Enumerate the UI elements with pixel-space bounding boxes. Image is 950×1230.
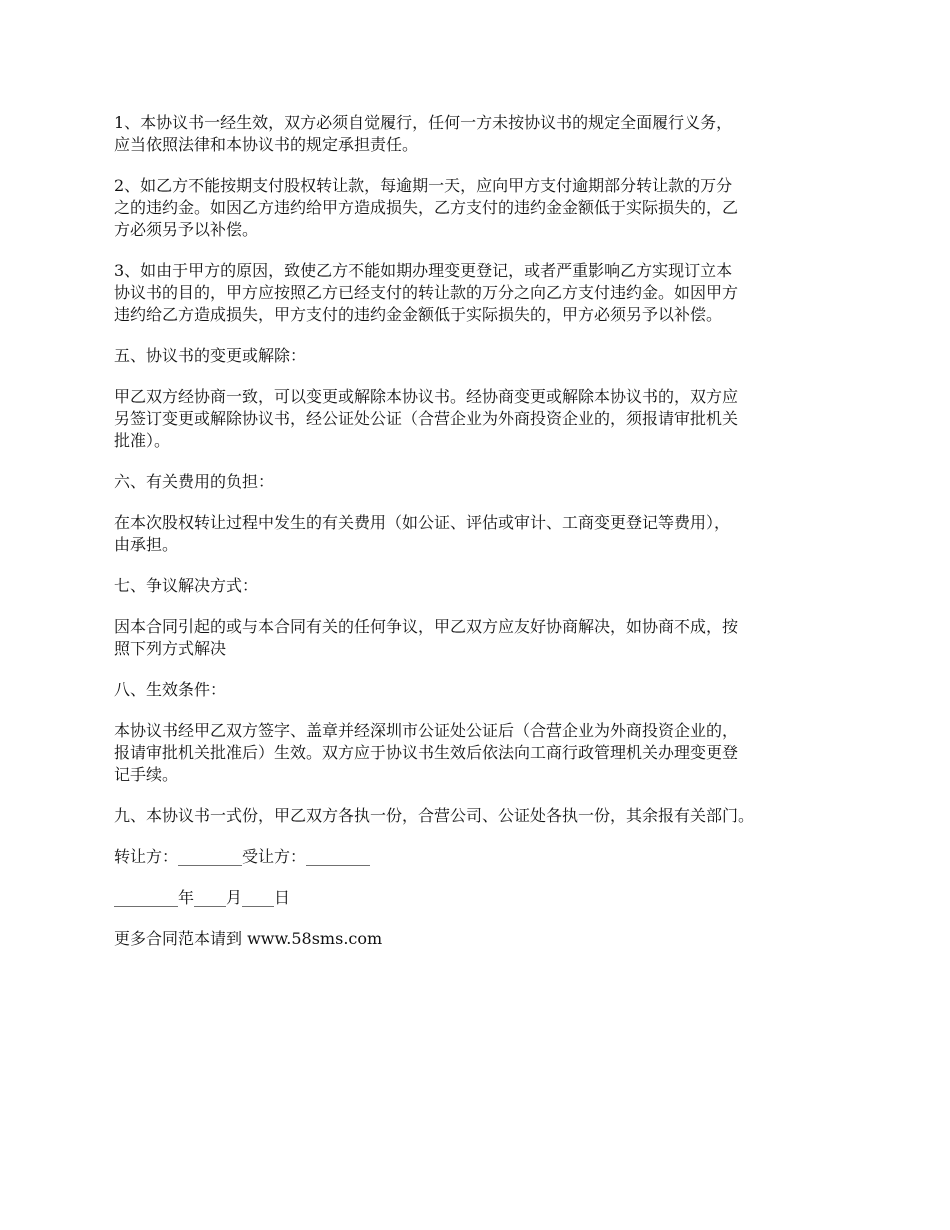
section-7-paragraph: 因本合同引起的或与本合同有关的任何争议，甲乙双方应友好协商解决，如协商不成，按 照下列方式解决 (114, 617, 739, 658)
signature-line: 转让方：________受让方：________ (114, 847, 371, 866)
section-9-paragraph: 九、本协议书一式份，甲乙双方各执一份，合营公司、公证处各执一份，其余报有关部门。 (114, 806, 755, 825)
footer-note: 更多合同范本请到 www.58sms.com (114, 929, 383, 948)
clause-3-paragraph: 3、如由于甲方的原因，致使乙方不能如期办理变更登记，或者严重影响乙方实现订立本 协议书的目的，甲方应按照乙方已经支付的转让款的万分之向乙方支付违约金。如因甲方 违约给乙方造成损失，甲方支付的违约金金额低于实际损失的，甲方必须另予以补偿。 (114, 261, 739, 324)
section-6-paragraph: 在本次股权转让过程中发生的有关费用（如公证、评估或审计、工商变更登记等费用）， 由承担。 (114, 513, 731, 554)
section-5-paragraph: 甲乙双方经协商一致，可以变更或解除本协议书。经协商变更或解除本协议书的，双方应 另签订变更或解除协议书，经公证处公证（合营企业为外商投资企业的，须报请审批机关 批准）。 (114, 387, 739, 450)
clause-1-paragraph: 1、本协议书一经生效，双方必须自觉履行，任何一方未按协议书的规定全面履行义务， 应当依照法律和本协议书的规定承担责任。 (114, 113, 733, 154)
section-7-heading: 七、争议解决方式： (114, 576, 259, 595)
section-8-heading: 八、生效条件： (114, 680, 227, 699)
section-6-heading: 六、有关费用的负担： (114, 472, 275, 491)
section-5-heading: 五、协议书的变更或解除： (114, 346, 307, 365)
document-body (114, 112, 854, 969)
date-line: ________年____月____日 (114, 888, 291, 907)
clause-2-paragraph: 2、如乙方不能按期支付股权转让款，每逾期一天，应向甲方支付逾期部分转让款的万分 之的违约金。如因乙方违约给甲方造成损失，乙方支付的违约金金额低于实际损失的，乙 方必须另予以补偿。 (114, 176, 739, 239)
section-8-paragraph: 本协议书经甲乙双方签字、盖章并经深圳市公证处公证后（合营企业为外商投资企业的， 报请审批机关批准后）生效。双方应于协议书生效后依法向工商行政管理机关办理变更登 记手续。 (114, 721, 739, 784)
